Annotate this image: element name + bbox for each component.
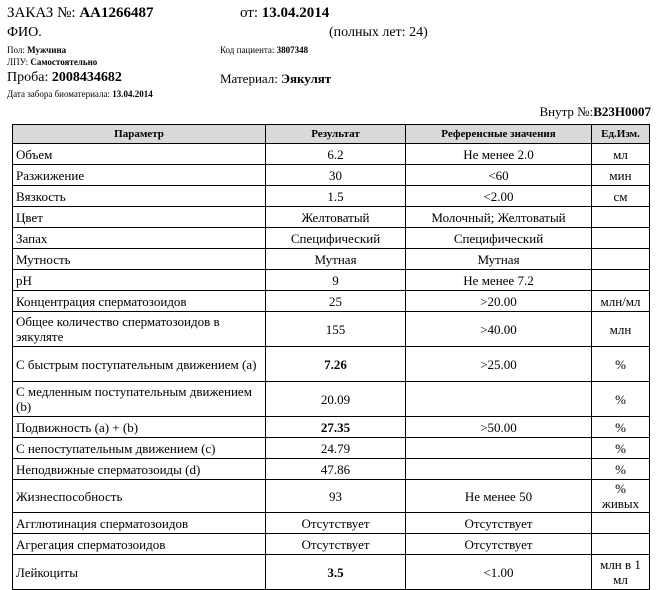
ref-cell: Не менее 50 — [406, 480, 592, 513]
ref-cell: Молочный; Желтоватый — [406, 207, 592, 228]
result-cell: Мутная — [266, 249, 406, 270]
order-date — [240, 5, 329, 22]
param-cell: Цвет — [13, 207, 266, 228]
sex-value: Мужчина — [27, 45, 67, 55]
date-value: 13.04.2014 — [261, 5, 330, 21]
result-cell: 93 — [266, 480, 406, 513]
unit-cell — [592, 249, 650, 270]
result-cell: Специфический — [266, 228, 406, 249]
internal-number — [539, 104, 651, 120]
table-row — [13, 480, 650, 513]
result-cell: 7.26 — [266, 347, 406, 382]
param-cell: Общее количество сперматозоидов в эякуляте — [13, 312, 266, 347]
result-cell: 27.35 — [266, 417, 406, 438]
param-cell: Вязкость — [13, 186, 266, 207]
ref-cell: >25.00 — [406, 347, 592, 382]
table-row — [13, 382, 650, 417]
table-row — [13, 347, 650, 382]
param-cell: С непоступательным движением (c) — [13, 438, 266, 459]
material-value: Эякулят — [281, 71, 332, 86]
param-cell: Лейкоциты — [13, 555, 266, 590]
col-header-unit: Ед.Изм. — [592, 125, 650, 144]
patient-code-value: 3807348 — [276, 45, 309, 55]
sex-line — [7, 45, 66, 55]
param-cell: Подвижность (a) + (b) — [13, 417, 266, 438]
collection-label: Дата забора биоматериала: — [7, 89, 110, 99]
result-cell: 155 — [266, 312, 406, 347]
table-header-row — [13, 125, 650, 144]
param-cell: Разжижение — [13, 165, 266, 186]
unit-cell — [592, 207, 650, 228]
param-cell: С медленным поступательным движением (b) — [13, 382, 266, 417]
result-cell: 3.5 — [266, 555, 406, 590]
param-cell: Запах — [13, 228, 266, 249]
ref-cell — [406, 382, 592, 417]
col-header-result: Результат — [266, 125, 406, 144]
material-line — [220, 71, 331, 87]
param-cell: Неподвижные сперматозоиды (d) — [13, 459, 266, 480]
date-label: от: — [240, 5, 259, 21]
patient-code-label: Код пациента: — [220, 45, 275, 55]
ref-cell — [406, 438, 592, 459]
ref-cell: Отсутствует — [406, 513, 592, 534]
result-cell: Отсутствует — [266, 534, 406, 555]
table-row — [13, 513, 650, 534]
unit-cell: % — [592, 347, 650, 382]
table-row — [13, 534, 650, 555]
result-cell: 1.5 — [266, 186, 406, 207]
param-cell: Объем — [13, 144, 266, 165]
ref-cell: >40.00 — [406, 312, 592, 347]
result-cell: 30 — [266, 165, 406, 186]
unit-cell: млн/мл — [592, 291, 650, 312]
col-header-ref: Референсные значения — [406, 125, 592, 144]
material-label: Материал: — [220, 71, 278, 86]
param-cell: pH — [13, 270, 266, 291]
ref-cell — [406, 459, 592, 480]
ref-cell: <60 — [406, 165, 592, 186]
result-cell: 6.2 — [266, 144, 406, 165]
table-row — [13, 438, 650, 459]
internal-label: Внутр №: — [539, 104, 594, 119]
table-row — [13, 417, 650, 438]
ref-cell: Отсутствует — [406, 534, 592, 555]
unit-cell: % — [592, 459, 650, 480]
table-row — [13, 144, 650, 165]
table-row — [13, 165, 650, 186]
unit-cell: % живых — [592, 480, 650, 513]
param-cell: Агглютинация сперматозоидов — [13, 513, 266, 534]
internal-value: B23H0007 — [593, 104, 651, 119]
result-cell: 25 — [266, 291, 406, 312]
table-row — [13, 249, 650, 270]
table-row — [13, 312, 650, 347]
param-cell: С быстрым поступательным движением (a) — [13, 347, 266, 382]
table-row — [13, 228, 650, 249]
ref-cell: Не менее 7.2 — [406, 270, 592, 291]
unit-cell: % — [592, 382, 650, 417]
unit-cell — [592, 228, 650, 249]
unit-cell: млн в 1 мл — [592, 555, 650, 590]
param-cell: Жизнеспособность — [13, 480, 266, 513]
sample-label: Проба: — [7, 70, 49, 85]
result-cell: 47.86 — [266, 459, 406, 480]
lpu-value: Самостоятельно — [30, 57, 98, 67]
table-row — [13, 459, 650, 480]
table-row — [13, 207, 650, 228]
sample-value: 2008434682 — [51, 70, 122, 85]
sample-line — [7, 70, 122, 86]
table-row — [13, 270, 650, 291]
result-cell: Желтоватый — [266, 207, 406, 228]
age-text: (полных лет: 24) — [329, 25, 428, 40]
unit-cell: % — [592, 417, 650, 438]
unit-cell — [592, 513, 650, 534]
unit-cell — [592, 270, 650, 291]
collection-line — [7, 89, 153, 99]
patient-code-line — [220, 45, 308, 55]
unit-cell: % — [592, 438, 650, 459]
col-header-param: Параметр — [13, 125, 266, 144]
ref-cell: >50.00 — [406, 417, 592, 438]
result-cell: 9 — [266, 270, 406, 291]
results-table — [12, 124, 650, 590]
fio-label: ФИО. — [7, 25, 42, 40]
ref-cell: Не менее 2.0 — [406, 144, 592, 165]
order-line — [7, 5, 153, 22]
table-row — [13, 555, 650, 590]
lpu-line — [7, 57, 97, 67]
ref-cell: <1.00 — [406, 555, 592, 590]
unit-cell: мин — [592, 165, 650, 186]
table-row — [13, 186, 650, 207]
collection-value: 13.04.2014 — [112, 89, 153, 99]
ref-cell: <2.00 — [406, 186, 592, 207]
order-label: ЗАКАЗ №: — [7, 5, 76, 21]
unit-cell: млн — [592, 312, 650, 347]
ref-cell: >20.00 — [406, 291, 592, 312]
result-cell: 20.09 — [266, 382, 406, 417]
ref-cell: Специфический — [406, 228, 592, 249]
result-cell: 24.79 — [266, 438, 406, 459]
unit-cell: мл — [592, 144, 650, 165]
param-cell: Концентрация сперматозоидов — [13, 291, 266, 312]
sex-label: Пол: — [7, 45, 25, 55]
ref-cell: Мутная — [406, 249, 592, 270]
unit-cell: см — [592, 186, 650, 207]
result-cell: Отсутствует — [266, 513, 406, 534]
unit-cell — [592, 534, 650, 555]
param-cell: Агрегация сперматозоидов — [13, 534, 266, 555]
lpu-label: ЛПУ: — [7, 57, 29, 67]
table-row — [13, 291, 650, 312]
param-cell: Мутность — [13, 249, 266, 270]
order-number: AA1266487 — [79, 5, 154, 21]
